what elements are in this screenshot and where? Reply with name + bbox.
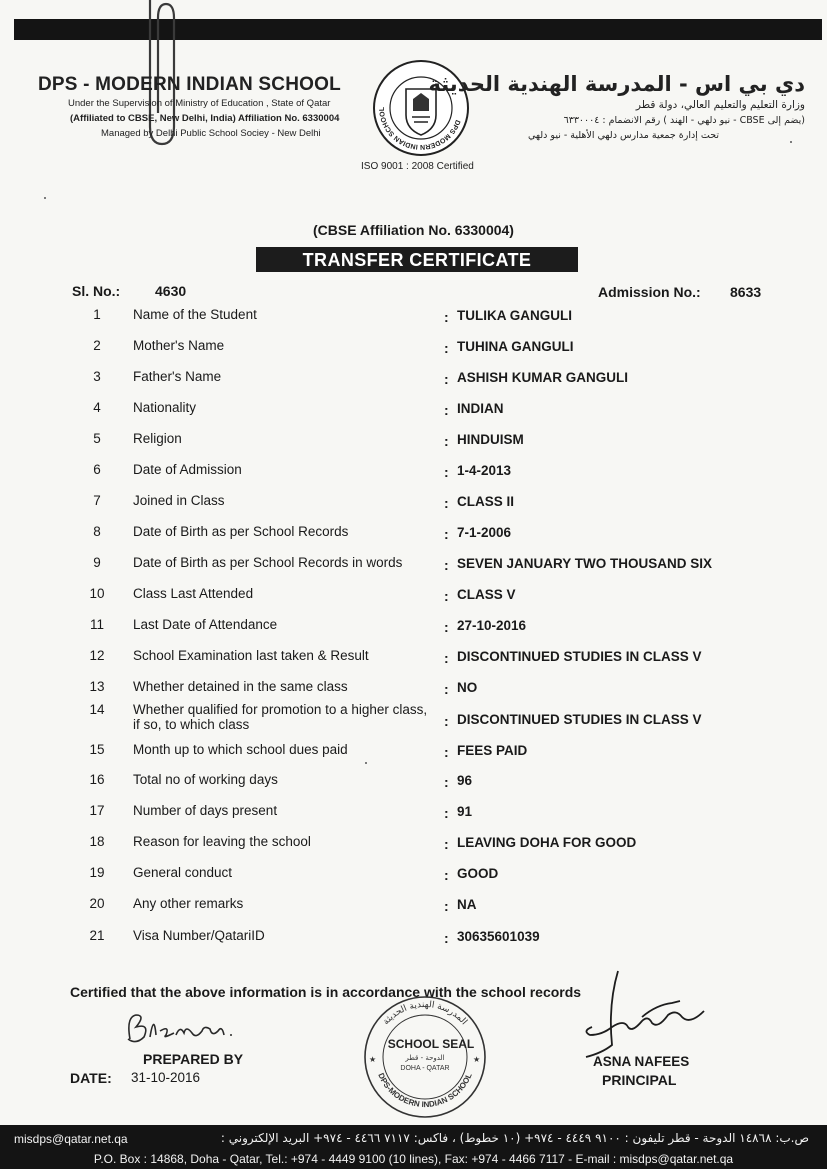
cbse-affiliation-number: (CBSE Affiliation No. 6330004) xyxy=(313,222,514,238)
field-label: General conduct xyxy=(133,865,233,880)
field-label: Date of Birth as per School Records xyxy=(133,524,349,539)
field-row xyxy=(0,369,827,399)
serial-number-value: 4630 xyxy=(155,283,187,299)
field-label: Any other remarks xyxy=(133,896,244,911)
footer-address: P.O. Box : 14868, Doha - Qatar, Tel.: +974 - 4449 9100 (10 lines), Fax: +974 - 4466 7117 - E-mail : misdps@qatar.net.qa xyxy=(93,1152,734,1166)
field-value: DISCONTINUED STUDIES IN CLASS V xyxy=(457,649,702,664)
field-value: TUHINA GANGULI xyxy=(457,339,574,354)
field-colon: : xyxy=(444,371,449,387)
field-row xyxy=(0,400,827,430)
field-label: School Examination last taken & Result xyxy=(133,648,369,663)
field-colon: : xyxy=(444,744,449,760)
field-label: Date of Admission xyxy=(133,462,242,477)
field-row xyxy=(0,772,827,802)
supervision-line: Under the Supervision of Ministry of Education , State of Qatar xyxy=(68,98,331,109)
arabic-managed-line: تحت إدارة جمعية مدارس دلهي الأهلية - نيو دلهي xyxy=(527,130,719,141)
managed-by-line: Managed by Delhi Public School Sociey - New Delhi xyxy=(101,128,321,139)
field-number: 8 xyxy=(93,524,101,539)
field-row xyxy=(0,493,827,523)
field-value: SEVEN JANUARY TWO THOUSAND SIX xyxy=(457,556,713,571)
field-label: Father's Name xyxy=(133,369,222,384)
field-colon: : xyxy=(444,588,449,604)
prepared-by-signature xyxy=(120,1005,270,1051)
field-row xyxy=(0,431,827,461)
field-value: INDIAN xyxy=(457,401,504,416)
arabic-affiliation-line: (يضم إلى CBSE - نيو دلهي - الهند ) رقم الانضمام : ٦٣٣٠٠٠٤ xyxy=(563,115,805,126)
affiliation-line: (Affiliated to CBSE, New Delhi, India) Affiliation No. 6330004 xyxy=(70,113,340,124)
field-number: 19 xyxy=(89,865,105,880)
field-row xyxy=(0,896,827,926)
field-value: LEAVING DOHA FOR GOOD xyxy=(457,835,637,850)
certification-statement: Certified that the above information is in accordance with the school records xyxy=(70,984,582,1000)
date-value: 31-10-2016 xyxy=(131,1070,201,1085)
field-label: Last Date of Attendance xyxy=(133,617,278,632)
field-colon: : xyxy=(444,402,449,418)
field-colon: : xyxy=(444,309,449,325)
field-value: DISCONTINUED STUDIES IN CLASS V xyxy=(457,712,702,727)
field-number: 17 xyxy=(89,803,105,818)
field-number: 16 xyxy=(89,772,105,787)
field-number: 12 xyxy=(89,648,105,663)
field-value: 27-10-2016 xyxy=(457,618,527,633)
field-label: Joined in Class xyxy=(133,493,225,508)
field-value: CLASS V xyxy=(457,587,516,602)
field-number: 5 xyxy=(93,431,101,446)
field-number: 15 xyxy=(89,742,105,757)
certificate-title: TRANSFER CERTIFICATE xyxy=(256,247,578,272)
field-colon: : xyxy=(444,650,449,666)
field-colon: : xyxy=(444,340,449,356)
field-row xyxy=(0,524,827,554)
field-number: 3 xyxy=(93,369,101,384)
field-row xyxy=(0,742,827,772)
field-colon: : xyxy=(444,433,449,449)
field-colon: : xyxy=(444,867,449,883)
field-value: NA xyxy=(457,897,477,912)
principal-signature xyxy=(572,965,712,1065)
field-label: Total no of working days xyxy=(133,772,278,787)
field-number: 6 xyxy=(93,462,101,477)
field-value: HINDUISM xyxy=(457,432,524,447)
field-value: 1-4-2013 xyxy=(457,463,512,478)
field-value: NO xyxy=(457,680,478,695)
field-row xyxy=(0,555,827,585)
field-label: Visa Number/QatariID xyxy=(133,928,265,943)
svg-text:DPS-MODERN INDIAN SCHOOL xyxy=(376,1072,474,1109)
field-colon: : xyxy=(444,805,449,821)
svg-text:المدرسة الهندية الحديثة xyxy=(381,1000,469,1027)
top-black-band xyxy=(14,19,822,40)
field-value: 96 xyxy=(457,773,473,788)
field-number: 20 xyxy=(89,896,105,911)
field-row xyxy=(0,338,827,368)
field-row xyxy=(0,617,827,647)
field-label: Date of Birth as per School Records in words xyxy=(133,555,403,570)
field-label: Class Last Attended xyxy=(133,586,254,601)
field-row xyxy=(0,586,827,616)
field-row xyxy=(0,702,827,732)
logo-ring-text: DPS MODERN INDIAN SCHOOL xyxy=(378,106,461,151)
field-value: 7-1-2006 xyxy=(457,525,512,540)
field-value: FEES PAID xyxy=(457,743,528,758)
field-colon: : xyxy=(444,898,449,914)
arabic-ministry-line: وزارة التعليم والتعليم العالي، دولة قطر xyxy=(635,99,805,111)
scan-speck xyxy=(790,141,792,143)
arabic-school-name: دي بي اس - المدرسة الهندية الحديثة xyxy=(428,72,805,96)
field-row xyxy=(0,928,827,958)
field-row xyxy=(0,462,827,492)
school-name: DPS - MODERN INDIAN SCHOOL xyxy=(38,74,341,95)
field-value: CLASS II xyxy=(457,494,515,509)
field-colon: : xyxy=(444,681,449,697)
field-colon: : xyxy=(444,930,449,946)
field-number: 21 xyxy=(89,928,105,943)
seal-arabic-ring: المدرسة الهندية الحديثة xyxy=(381,999,469,1028)
field-label: Nationality xyxy=(133,400,197,415)
field-colon: : xyxy=(444,495,449,511)
footer-arabic-contact: ص.ب: ١٤٨٦٨ الدوحة - قطر تليفون : ٩١٠٠ ٤٤٤٩ - ٩٧٤+ (١٠ خطوط) ، فاكس: ٧١١٧ ٤٤٦٦ - ٩٧٤+ البريد الإلكتروني : xyxy=(220,1131,809,1145)
seal-star-icon: ★ xyxy=(473,1055,481,1064)
seal-title: SCHOOL SEAL xyxy=(387,1037,475,1051)
principal-name: ASNA NAFEES xyxy=(593,1054,690,1069)
field-colon: : xyxy=(444,464,449,480)
scan-speck xyxy=(365,762,367,764)
field-row xyxy=(0,648,827,678)
prepared-by-label: PREPARED BY xyxy=(143,1051,244,1067)
field-number: 9 xyxy=(93,555,101,570)
field-label: Month up to which school dues paid xyxy=(133,742,348,757)
seal-city-arabic: الدوحة - قطر xyxy=(405,1054,445,1062)
field-row xyxy=(0,307,827,337)
field-label: Whether detained in the same class xyxy=(133,679,348,694)
field-colon: : xyxy=(444,836,449,852)
field-value: 30635601039 xyxy=(457,929,540,944)
scan-speck xyxy=(44,197,46,199)
field-number: 7 xyxy=(93,493,101,508)
principal-title: PRINCIPAL xyxy=(602,1072,677,1088)
admission-number-value: 8633 xyxy=(730,284,762,300)
field-number: 14 xyxy=(89,702,105,717)
field-number: 18 xyxy=(89,834,105,849)
field-label: Whether qualified for promotion to a higher class, if so, to which class xyxy=(133,702,428,732)
field-number: 2 xyxy=(93,338,101,353)
admission-number-label: Admission No.: xyxy=(598,284,701,300)
date-label: DATE: xyxy=(70,1070,112,1086)
field-number: 11 xyxy=(89,617,104,632)
field-label: Number of days present xyxy=(133,803,278,818)
field-number: 10 xyxy=(89,586,105,601)
iso-certification: ISO 9001 : 2008 Certified xyxy=(361,161,474,172)
field-value: 91 xyxy=(457,804,473,819)
footer-email: misdps@qatar.net.qa xyxy=(14,1132,128,1146)
field-value: TULIKA GANGULI xyxy=(457,308,572,323)
seal-ring-text: DPS-MODERN INDIAN SCHOOL xyxy=(376,1071,474,1110)
field-number: 13 xyxy=(89,679,105,694)
seal-city: DOHA - QATAR xyxy=(400,1065,450,1072)
field-label: Religion xyxy=(133,431,182,446)
field-row xyxy=(0,803,827,833)
field-label: Name of the Student xyxy=(133,307,257,322)
field-label: Mother's Name xyxy=(133,338,225,353)
field-number: 1 xyxy=(93,307,101,322)
field-label: Reason for leaving the school xyxy=(133,834,311,849)
field-colon: : xyxy=(444,713,449,729)
serial-number-label: Sl. No.: xyxy=(72,283,121,299)
field-colon: : xyxy=(444,526,449,542)
field-colon: : xyxy=(444,557,449,573)
footer-band xyxy=(0,1125,827,1169)
field-colon: : xyxy=(444,774,449,790)
field-row xyxy=(0,834,827,864)
field-colon: : xyxy=(444,619,449,635)
field-value: ASHISH KUMAR GANGULI xyxy=(457,370,628,385)
field-number: 4 xyxy=(93,400,101,415)
field-row xyxy=(0,865,827,895)
seal-star-icon: ★ xyxy=(369,1055,377,1064)
school-seal-stamp xyxy=(355,994,495,1120)
field-value: GOOD xyxy=(457,866,499,881)
